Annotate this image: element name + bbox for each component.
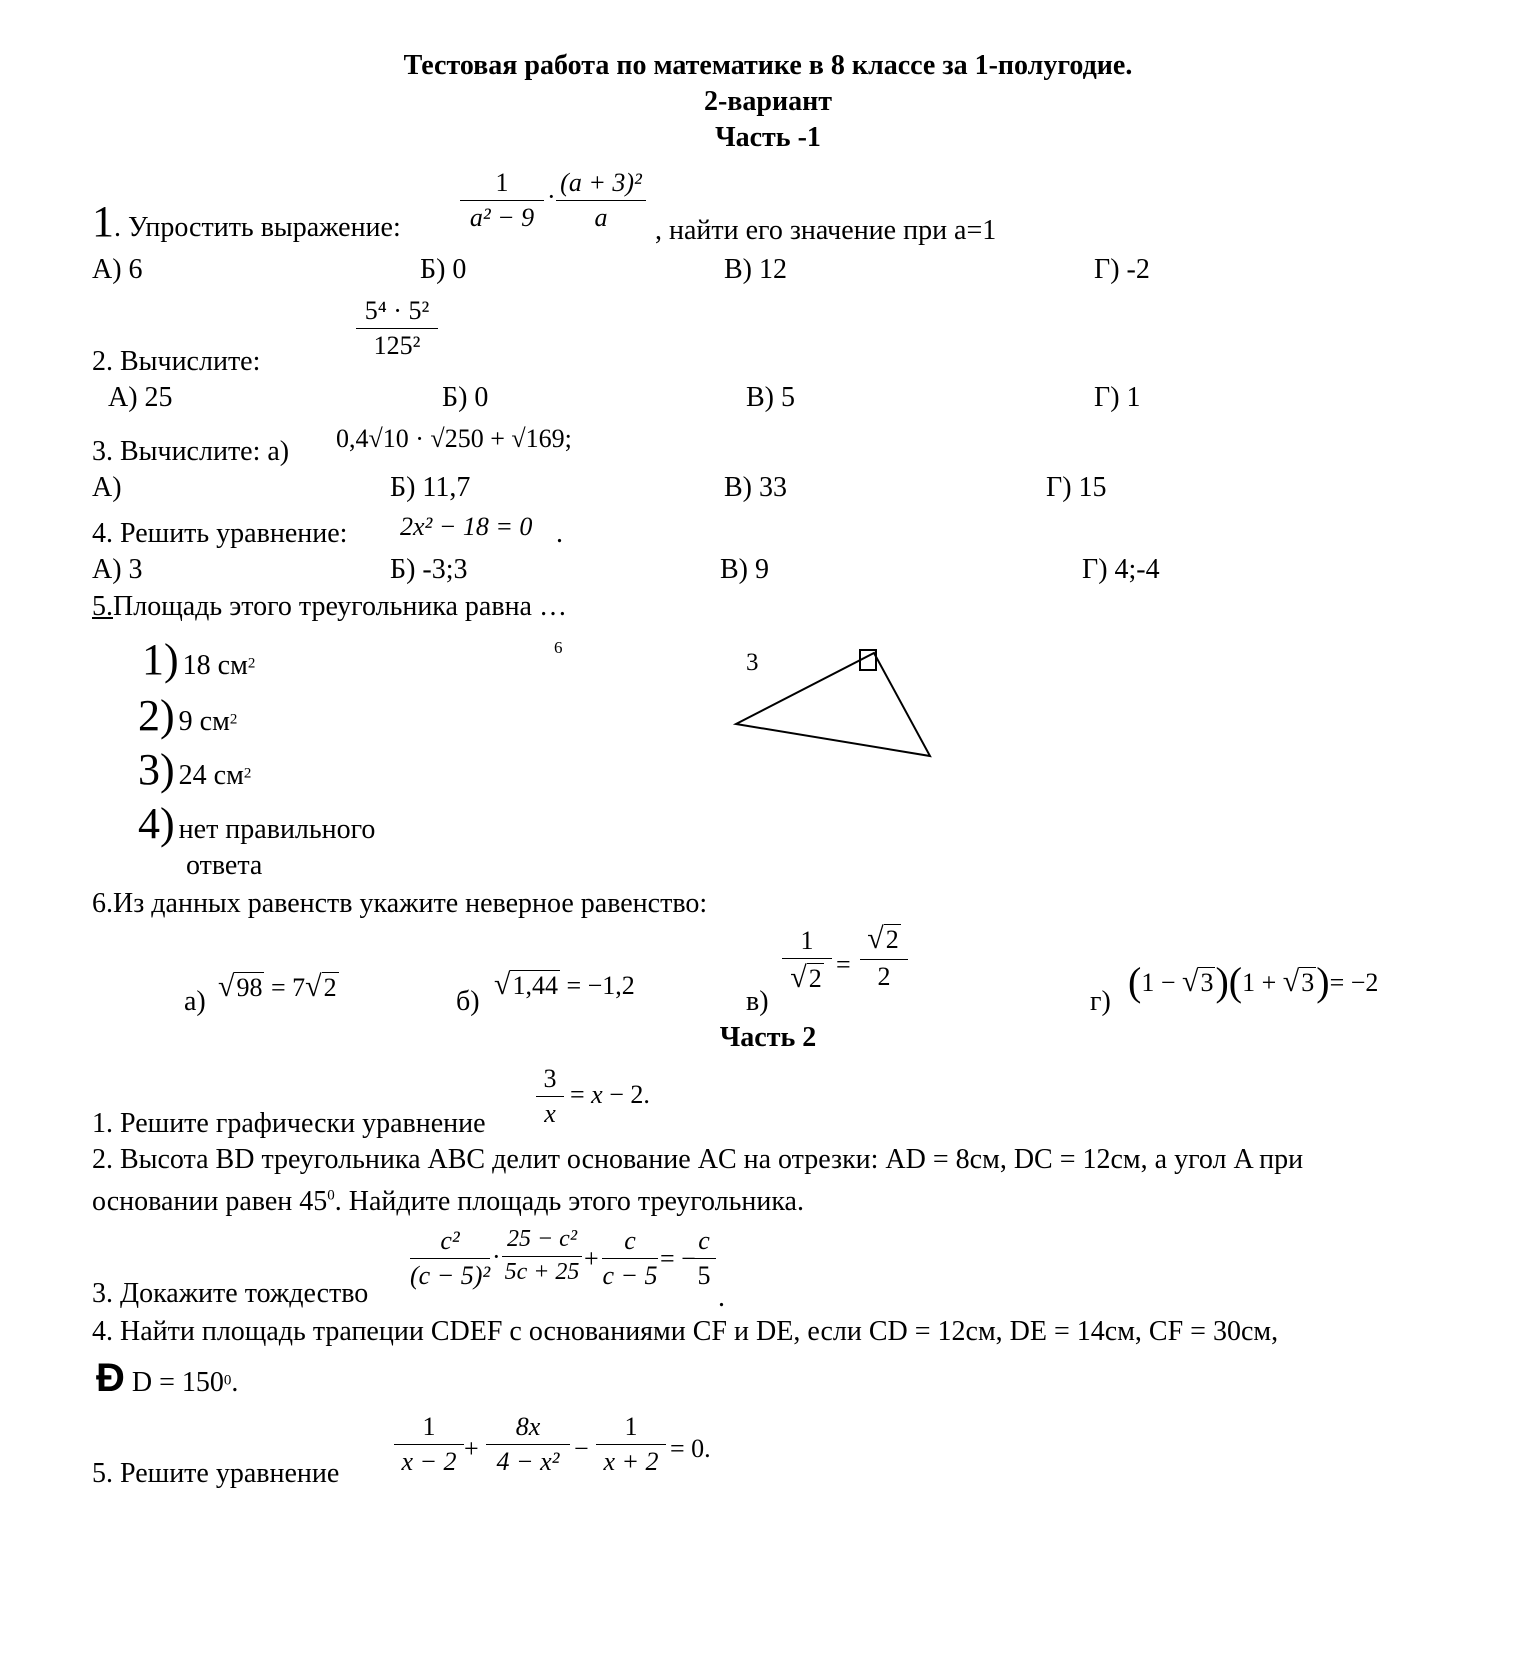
q1-number: 1 [92,197,114,246]
q4-option-d: Г) 4;-4 [1082,554,1160,585]
q5-option-3: 3) 24 $см^2$ [138,745,252,794]
p1-text: 1. Решите графически уравнение [92,1108,486,1139]
q1-tail: , найти его значение при а=1 [655,215,997,246]
q5-question: Площадь этого треугольника равна … [113,591,567,622]
q6-option-b-expr: √1,44 = −1,2 [494,968,635,1001]
p5-frac-2: 8x 4 − x² [486,1412,570,1477]
p3-equals: = − [660,1244,696,1273]
page-title: Тестовая работа по математике в 8 классе за 1-полугодие. [403,50,1133,81]
q6-option-c-label: в) [746,986,769,1017]
q3-option-a: А) [92,472,122,503]
q6-option-c-frac-left: 1 √2 [782,926,832,995]
q3-expression: 0,4√10 · √250 + √169; [336,424,572,453]
q5-text [92,593,567,621]
q1-fraction-1: 1 a² − 9 [460,168,544,233]
q1-option-c: В) 12 [724,254,787,285]
part2-heading: Часть 2 [719,1022,817,1053]
q2-text: 2. Вычислите: [92,346,261,377]
p3-frac-2: 25 − c² 5c + 25 [502,1226,582,1286]
q4-dot: . [556,518,563,549]
q4-option-c: В) 9 [720,554,769,585]
p3-frac-3: c c − 5 [602,1226,658,1290]
p3-dot: · [492,1242,501,1271]
p3-plus: + [584,1244,599,1273]
q4-option-b: Б) -3;3 [390,554,468,585]
q2-option-a: А) 25 [108,382,173,413]
p1-rhs: = x − 2. [570,1080,650,1109]
q2-option-d: Г) 1 [1094,382,1141,413]
p5-equals: = 0. [670,1434,711,1463]
q6-option-b-label: б) [456,986,480,1017]
q3-option-c: В) 33 [724,472,787,503]
p5-minus: − [574,1434,589,1463]
q5-option-4-cont: ответа [186,850,263,881]
q5-option-4: 4) нет правильного [138,799,376,848]
q2-option-b: Б) 0 [442,382,489,413]
right-triangle-figure [730,640,940,770]
q5-option-2: 2) 9 $см^2$ [138,691,238,740]
q1-dot: · [547,182,556,211]
part1-heading: Часть -1 [715,122,821,153]
q4-option-a: А) 3 [92,554,143,585]
p5-frac-3: 1 x + 2 [596,1412,666,1477]
triangle-label-6: 6 [554,638,563,657]
q1-fraction-2: (a + 3)² a [556,168,646,233]
p3-frac-1: c² (c − 5)² [410,1226,491,1290]
p2-line1: 2. Высота BD треугольника ABC делит основание AC на отрезки: AD = 8см, DC = 12см, а угол A при [92,1144,1304,1175]
variant-label: 2-вариант [703,86,833,117]
angle-symbol-icon: Ð [96,1356,125,1400]
p5-plus: + [464,1434,479,1463]
q6-option-a-label: а) [184,986,206,1017]
p2-line2: основании равен $45^0$. Найдите площадь этого треугольника. [92,1186,804,1217]
p4-line1: 4. Найти площадь трапеции CDEF с основаниями CF и DE, если CD = 12см, DE = 14см, CF = 30см, [92,1316,1279,1347]
q4-expression: 2x² − 18 = 0 [400,512,533,541]
p5-frac-1: 1 x − 2 [394,1412,464,1477]
q5-option-1: 1) 18 $см^2$ [142,635,256,684]
q1-label [92,197,401,246]
q6-option-d-expr: (1 − √3)(1 + √3)= −2 [1128,959,1379,1004]
q2-fraction: 5⁴ · 5² 125² [356,296,438,361]
q5-number: 5. [92,591,113,622]
p3-end-dot: . [718,1282,725,1313]
q6-option-d-label: г) [1090,986,1111,1017]
q4-text: 4. Решить уравнение: [92,518,348,549]
q6-option-a-expr: √98 = 7√2 [218,970,337,1003]
q1-option-d: Г) -2 [1094,254,1150,285]
q1-option-b: Б) 0 [420,254,467,285]
q1-text: . Упростить выражение: [114,212,401,243]
q3-text: 3. Вычислите: а) [92,436,290,467]
q1-option-a: А) 6 [92,254,143,285]
q3-option-d: Г) 15 [1046,472,1107,503]
p5-text: 5. Решите уравнение [92,1458,340,1489]
q6-option-c-equals: = [836,950,851,979]
q6-text: 6.Из данных равенств укажите неверное равенство: [92,888,708,919]
q2-option-c: В) 5 [746,382,795,413]
q6-option-c-frac-right: √2 2 [860,922,908,991]
q3-option-b: Б) 11,7 [390,472,471,503]
p3-text: 3. Докажите тождество [92,1278,369,1309]
p3-frac-4: c 5 [692,1226,716,1291]
p4-line2: Ð $D = 150^0$. [96,1356,239,1400]
p1-fraction: 3 x [536,1064,564,1129]
triangle-label-3: 3 [746,649,759,676]
